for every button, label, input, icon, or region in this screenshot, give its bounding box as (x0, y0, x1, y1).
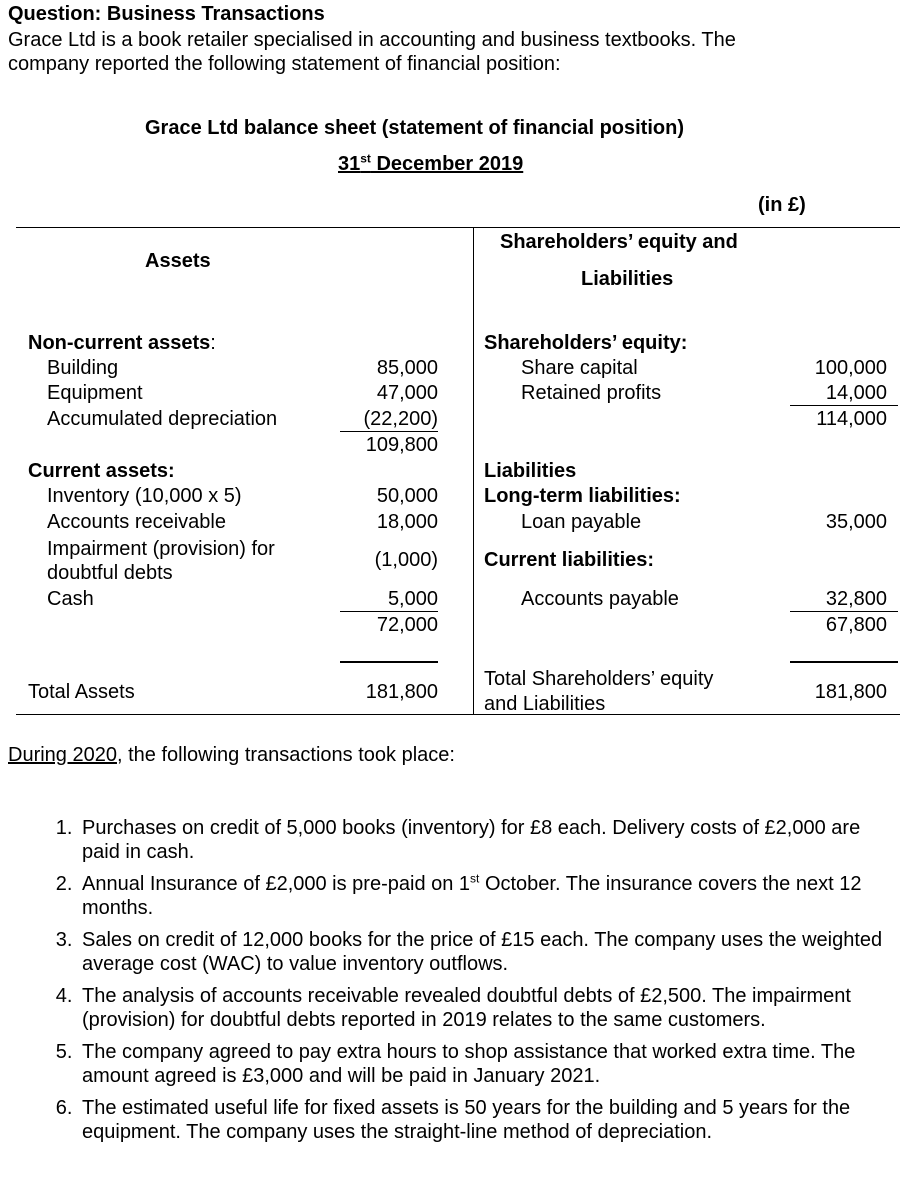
transactions-intro: During 2020, the following transactions took place: (8, 744, 455, 766)
transaction-item: 4. The analysis of accounts receivable revealed doubtful debts of £2,500. The impairment (provision) for doubtful debts reported in 2019 relates to the same customers. (78, 984, 898, 1032)
transaction-item: 3. Sales on credit of 12,000 books for the price of £15 each. The company uses the weighted average cost (WAC) to value inventory outflows. (78, 928, 898, 976)
equity-total: 114,000 (816, 408, 887, 430)
total-equity-liabilities-value: 181,800 (814, 681, 887, 703)
loan-payable-label: Loan payable (521, 511, 642, 533)
noncurrent-assets-total: 109,800 (365, 434, 438, 456)
share-capital-label: Share capital (521, 357, 638, 379)
accounts-receivable-label: Accounts receivable (47, 511, 226, 533)
accumulated-depreciation-label: Accumulated depreciation (47, 408, 278, 430)
retained-profits-label: Retained profits (521, 382, 662, 404)
equipment-value: 47,000 (376, 382, 438, 404)
accounts-receivable-value: 18,000 (376, 511, 438, 533)
total-assets-rule (340, 661, 438, 663)
retained-profits-value: 14,000 (825, 382, 887, 404)
intro-line-1: Grace Ltd is a book retailer specialised in accounting and business textbooks. The (8, 29, 736, 51)
table-center-divider (473, 227, 474, 715)
cash-label: Cash (47, 588, 94, 610)
inventory-value: 50,000 (376, 485, 438, 507)
equity-heading: Shareholders’ equity: (484, 332, 688, 354)
impairment-label-line2: doubtful debts (47, 562, 173, 584)
currency-note: (in £) (758, 194, 806, 216)
total-assets-label: Total Assets (28, 681, 135, 703)
loan-payable-value: 35,000 (825, 511, 887, 533)
question-title: Question: Business Transactions (8, 3, 325, 25)
inventory-label: Inventory (10,000 x 5) (47, 485, 242, 507)
total-equity-liabilities-rule (790, 661, 898, 663)
transaction-item: 5. The company agreed to pay extra hours to shop assistance that worked extra time. The amount agreed is £3,000 and will be paid in January 2021. (78, 1040, 898, 1088)
assets-header: Assets (145, 250, 211, 272)
building-value: 85,000 (376, 357, 438, 379)
transaction-item: 6. The estimated useful life for fixed assets is 50 years for the building and 5 years for the equipment. The company uses the straight-line method of depreciation. (78, 1096, 898, 1144)
share-capital-value: 100,000 (814, 357, 887, 379)
equity-header-line2: Liabilities (581, 268, 674, 290)
current-assets-heading: Current assets: (28, 460, 175, 482)
equity-subtotal-rule (790, 405, 898, 406)
noncurrent-assets-heading: Non-current assets: (28, 332, 216, 354)
liabilities-total: 67,800 (825, 614, 887, 636)
total-assets-value: 181,800 (365, 681, 438, 703)
accounts-payable-value: 32,800 (825, 588, 887, 610)
equity-header-line1: Shareholders’ equity and (500, 231, 738, 253)
total-equity-liabilities-label-line2: and Liabilities (484, 693, 606, 715)
balance-sheet-date: 31st December 2019 (338, 151, 524, 175)
accumulated-depreciation-value: (22,200) (363, 408, 438, 430)
impairment-value: (1,000) (374, 549, 438, 571)
current-assets-total: 72,000 (376, 614, 438, 636)
intro-line-2: company reported the following statement of financial position: (8, 53, 561, 75)
transaction-item: 1. Purchases on credit of 5,000 books (inventory) for £8 each. Delivery costs of £2,000 are paid in cash. (78, 816, 898, 864)
balance-sheet-title: Grace Ltd balance sheet (statement of financial position) (145, 117, 684, 139)
current-liabilities-heading: Current liabilities: (484, 549, 655, 571)
current-subtotal-rule (340, 611, 438, 612)
equipment-label: Equipment (47, 382, 143, 404)
cash-value: 5,000 (387, 588, 438, 610)
long-term-liabilities-heading: Long-term liabilities: (484, 485, 681, 507)
impairment-label-line1: Impairment (provision) for (47, 538, 275, 560)
noncurrent-subtotal-rule (340, 431, 438, 432)
building-label: Building (47, 357, 119, 379)
accounts-payable-label: Accounts payable (521, 588, 679, 610)
transaction-item: 2. Annual Insurance of £2,000 is pre-paid on 1st October. The insurance covers the next 12 months. (78, 872, 898, 920)
total-equity-liabilities-label-line1: Total Shareholders’ equity (484, 668, 714, 690)
liabilities-subtotal-rule (790, 611, 898, 612)
liabilities-heading: Liabilities (484, 460, 577, 482)
transactions-list (28, 816, 898, 1152)
table-bottom-border (16, 714, 900, 715)
table-top-border (16, 227, 900, 228)
